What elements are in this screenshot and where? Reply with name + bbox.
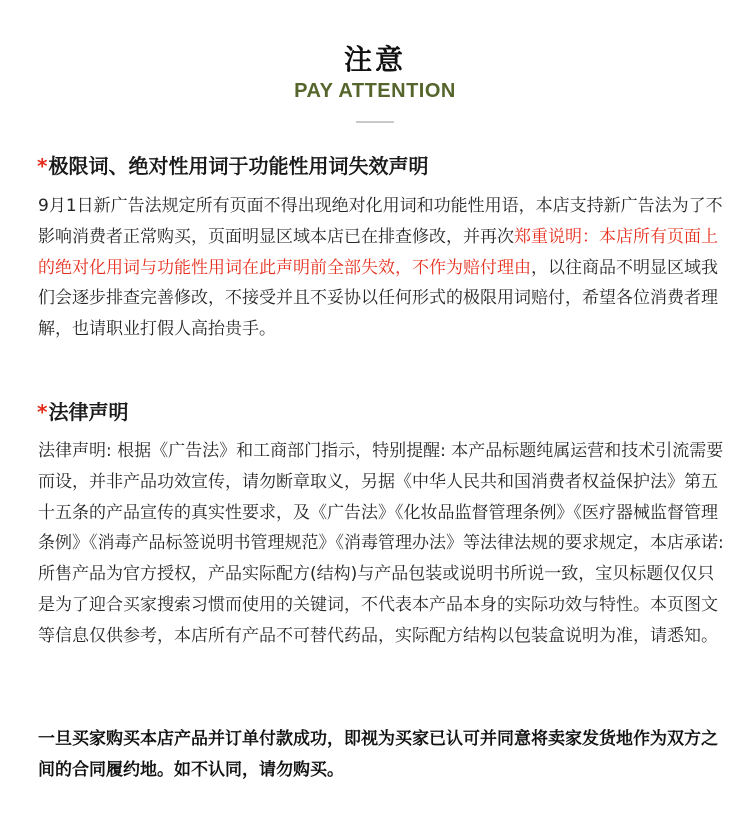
heading-text: 法律声明 bbox=[48, 400, 129, 424]
heading-text: 极限词、绝对性用词于功能性用词失效声明 bbox=[48, 154, 429, 178]
final-notice: 一旦买家购买本店产品并订单付款成功，即视为买家已认可并同意将卖家发货地作为双方之间的合同履约地。如不认同，请勿购买。 bbox=[38, 729, 718, 780]
disclaimer-paragraph bbox=[38, 191, 728, 345]
section-heading-legal bbox=[37, 396, 128, 425]
section-heading-disclaimer bbox=[37, 150, 428, 179]
highlighted-notice: 郑重说明：本店所有页面上的绝对化用词与功能性用词在此声明前全部失效，不作为赔付理由 bbox=[38, 226, 718, 278]
legal-paragraph: 法律声明: 根据《广告法》和工商部门指示，特别提醒: 本产品标题纯属运营和技术引流需要而设，并非产品功效宣传，请勿断章取义，另据《中华人民共和国消费者权益保护法》第五十五条的产品宣传的真实性要求，及《广告法》《化妆品监督管理条例》《医疗器械监督管理条例》《消毒产品标签说明书管理规范》《消毒管理办法》等法律法规的要求规定，本店承诺:所售产品为官方授权，产品实际配方(结构)与产品包装或说明书所说一致，宝贝标题仅仅只是为了迎合买家搜索习惯而使用的关键词，不代表本产品本身的实际功效与特性。本页图文等信息仅供参考，本店所有产品不可替代药品，实际配方结构以包装盒说明为准，请悉知。 bbox=[38, 441, 724, 646]
title-divider bbox=[356, 121, 394, 123]
asterisk-mark: * bbox=[37, 154, 48, 178]
asterisk-mark: * bbox=[37, 400, 48, 424]
page-title: 注意 bbox=[343, 43, 406, 76]
paragraph-text: 9月1日新广告法规定所有页面不得出现绝对化用词和功能性用语，本店支持新广告法为了不影响消费者正常购买，页面明显区域本店已在排查修改，并再次 bbox=[38, 196, 723, 247]
paragraph-text-continued: ，以往商品不明显区域我们会逐步排查完善修改，不接受并且不妥协以任何形式的极限用词赔付，希望各位消费者理解，也请职业打假人高抬贵手。 bbox=[38, 257, 718, 340]
page-subtitle: PAY ATTENTION bbox=[294, 80, 456, 102]
